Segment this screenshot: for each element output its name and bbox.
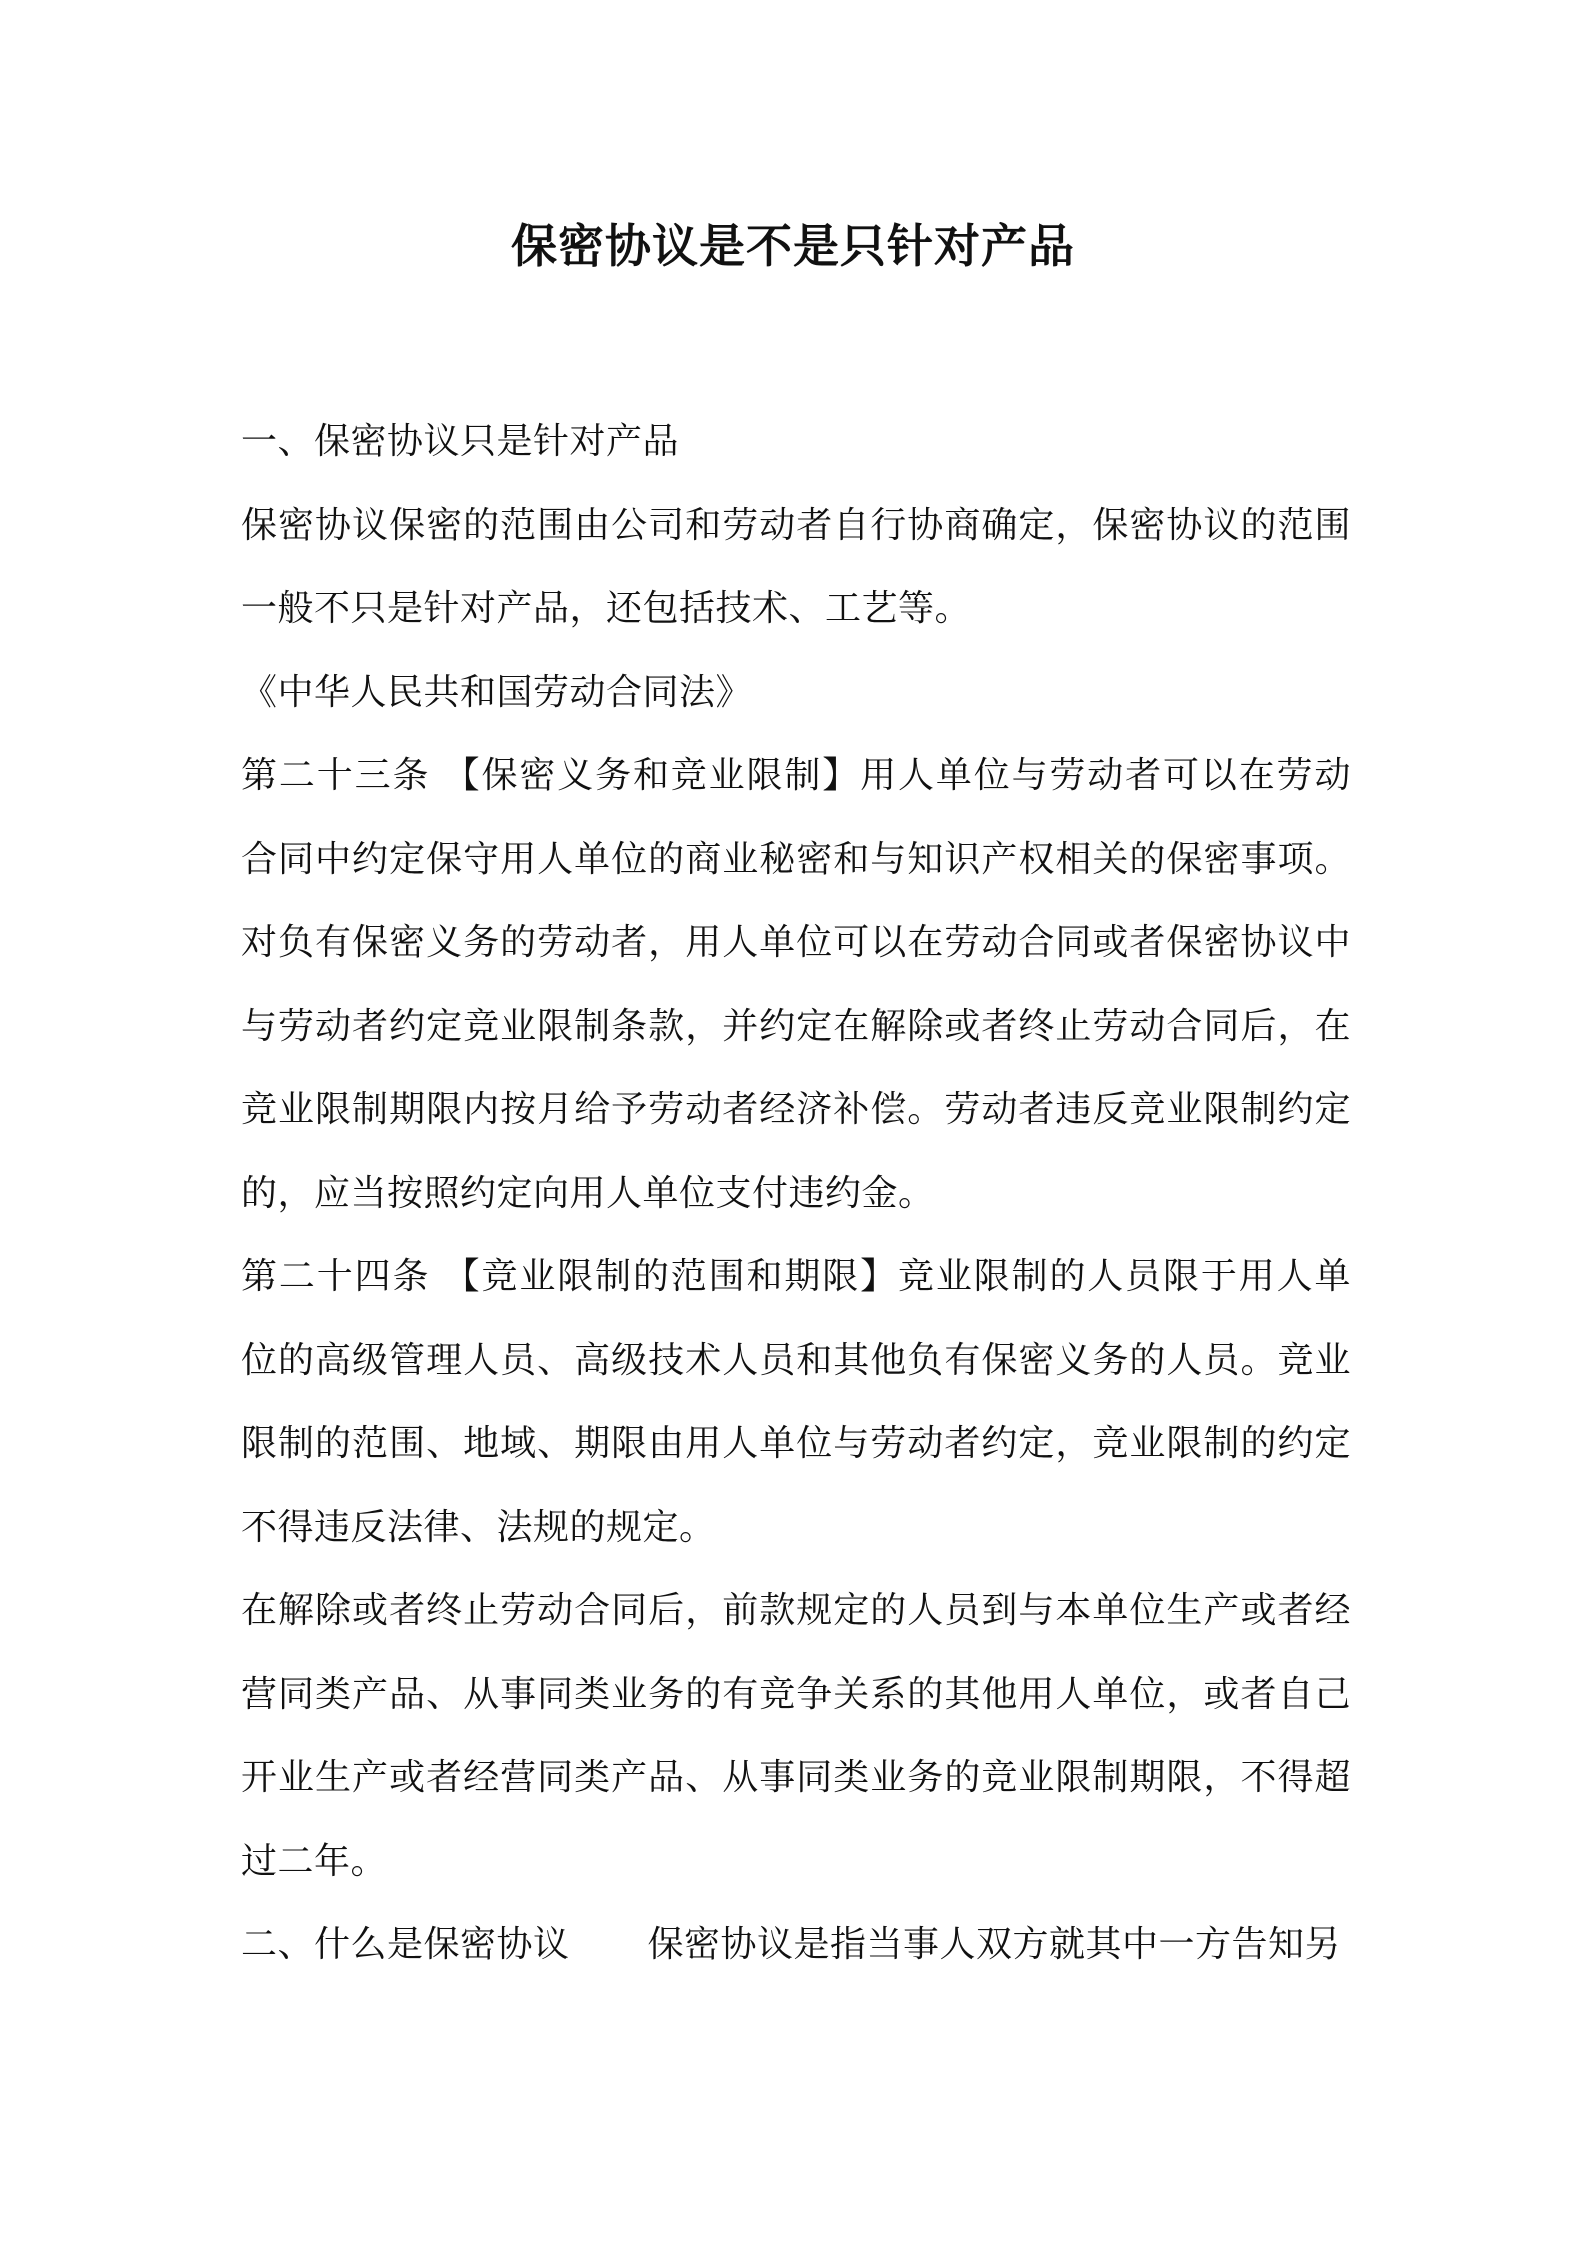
paragraph-line: 一般不只是针对产品，还包括技术、工艺等。 — [241, 588, 972, 629]
article-24-line: 位的高级管理人员、高级技术人员和其他负有保密义务的人员。竞业 — [241, 1339, 1351, 1381]
article-23-line: 第二十三条 【保密义务和竞业限制】用人单位与劳动者可以在劳动 — [241, 755, 1351, 796]
article-23-line: 合同中约定保守用人单位的商业秘密和与知识产权相关的保密事项。 — [241, 838, 1351, 880]
article-24-line: 开业生产或者经营同类产品、从事同类业务的竞业限制期限，不得超 — [241, 1757, 1351, 1798]
paragraph-line: 保密协议保密的范围由公司和劳动者自行协商确定，保密协议的范围 — [241, 504, 1351, 546]
section-heading-2: 二、什么是保密协议 — [241, 1924, 570, 1965]
article-23-line: 与劳动者约定竞业限制条款，并约定在解除或者终止劳动合同后，在 — [241, 1005, 1351, 1047]
article-24-line: 限制的范围、地域、期限由用人单位与劳动者约定，竞业限制的约定 — [241, 1423, 1351, 1464]
article-24-line: 在解除或者终止劳动合同后，前款规定的人员到与本单位生产或者经 — [241, 1590, 1351, 1631]
document-title: 保密协议是不是只针对产品 — [511, 219, 1075, 273]
article-24-line: 不得违反法律、法规的规定。 — [241, 1506, 716, 1548]
article-24-line: 营同类产品、从事同类业务的有竞争关系的其他用人单位，或者自己 — [241, 1673, 1351, 1715]
article-23-line: 竞业限制期限内按月给予劳动者经济补偿。劳动者违反竞业限制约定 — [241, 1089, 1351, 1130]
article-24-line: 第二十四条 【竞业限制的范围和期限】竞业限制的人员限于用人单 — [241, 1256, 1351, 1297]
law-title: 《中华人民共和国劳动合同法》 — [241, 671, 753, 713]
section-2-text: 保密协议是指当事人双方就其中一方告知另 — [647, 1924, 1342, 1965]
document-body — [241, 400, 1351, 1987]
article-24-line: 过二年。 — [241, 1840, 388, 1882]
section-heading-2-line — [241, 1903, 1351, 1987]
article-23-line: 的，应当按照约定向用人单位支付违约金。 — [241, 1172, 935, 1214]
section-heading-1: 一、保密协议只是针对产品 — [241, 421, 680, 462]
article-23-line: 对负有保密义务的劳动者，用人单位可以在劳动合同或者保密协议中 — [241, 922, 1351, 963]
